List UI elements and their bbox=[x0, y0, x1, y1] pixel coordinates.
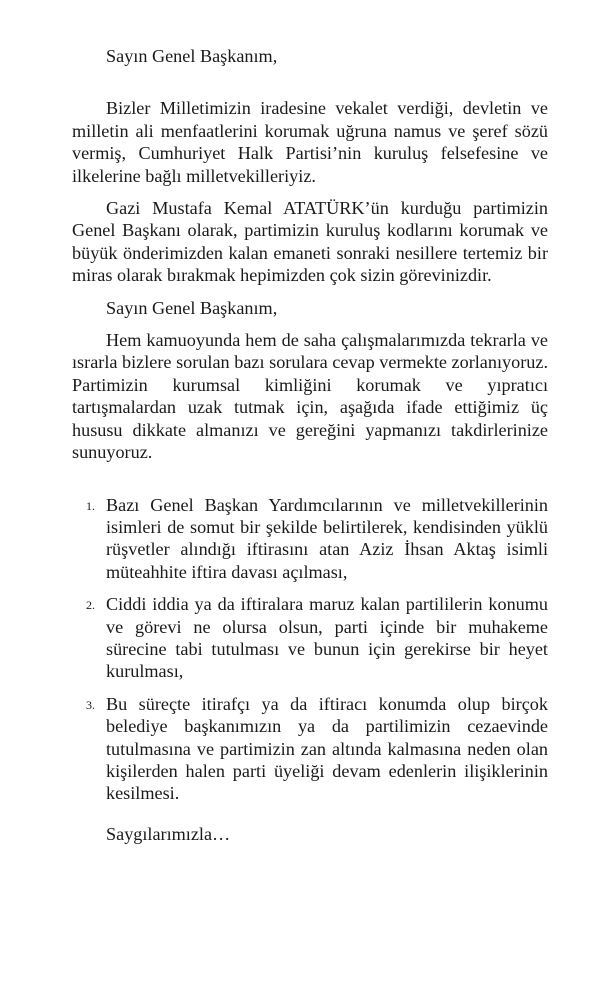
demands-list bbox=[72, 494, 548, 805]
item-text: Ciddi iddia ya da iftiralara maruz kalan partililerin konumu ve görevi ne olursa olsun, parti içinde bir muhakeme sürecine tabi tutulması ve bunun için gerekirse bir heyet kurulması, bbox=[106, 594, 548, 682]
item-text: Bazı Genel Başkan Yardımcılarının ve milletvekillerinin isimleri de somut bir şekilde belirtilerek, kendisinden yüklü rüşvetler alındığı iftirasını atan Aziz İhsan Aktaş isimli müteahhite iftira davası açılması, bbox=[106, 494, 548, 582]
item-number: 2. bbox=[86, 598, 95, 613]
list-item bbox=[72, 693, 548, 805]
list-item bbox=[72, 593, 548, 683]
item-number: 3. bbox=[86, 697, 95, 712]
paragraph: Hem kamuoyunda hem de saha çalışmalarımızda tekrarla ve ısrarla bizlere sorulan bazı sorulara cevap vermekte zorlanıyoruz. Partimizin kurumsal kimliğini korumak ve yıpratıcı tartışmalardan uzak tutmak için, aşağıda ifade ettiğimiz üç hususu dikkate almanızı ve gereğini yapmanızı takdirlerinize sunuyoruz. bbox=[72, 330, 548, 463]
closing: Saygılarımızla… bbox=[106, 823, 231, 844]
salutation: Sayın Genel Başkanım, bbox=[106, 297, 278, 318]
paragraph: Gazi Mustafa Kemal ATATÜRK’ün kurduğu partimizin Genel Başkanı olarak, partimizin kuruluş kodlarını korumak ve büyük önderimizden kalan emaneti sonraki nesillere tertemiz bir miras olarak bırakmak hepimizden çok sizin görevinizdir. bbox=[72, 198, 548, 286]
list-item bbox=[72, 494, 548, 584]
item-text: Bu süreçte itirafçı ya da iftiracı konumda olup birçok belediye başkanımızın ya da partilimizin cezaevinde tutulmasına ve partimizin zan altında kalmasına neden olan kişilerden halen parti üyeliği devam edenlerin ilişiklerinin kesilmesi. bbox=[106, 693, 548, 804]
salutation: Sayın Genel Başkanım, bbox=[106, 46, 278, 66]
item-number: 1. bbox=[86, 498, 95, 513]
letter-page bbox=[72, 0, 548, 845]
paragraph: Bizler Milletimizin iradesine vekalet verdiği, devletin ve milletin ali menfaatlerini korumak uğruna namus ve şeref sözü vermiş, Cumhuriyet Halk Partisi’nin kuruluş felsefesine ve ilkelerine bağlı milletvekilleriyiz. bbox=[72, 98, 548, 186]
